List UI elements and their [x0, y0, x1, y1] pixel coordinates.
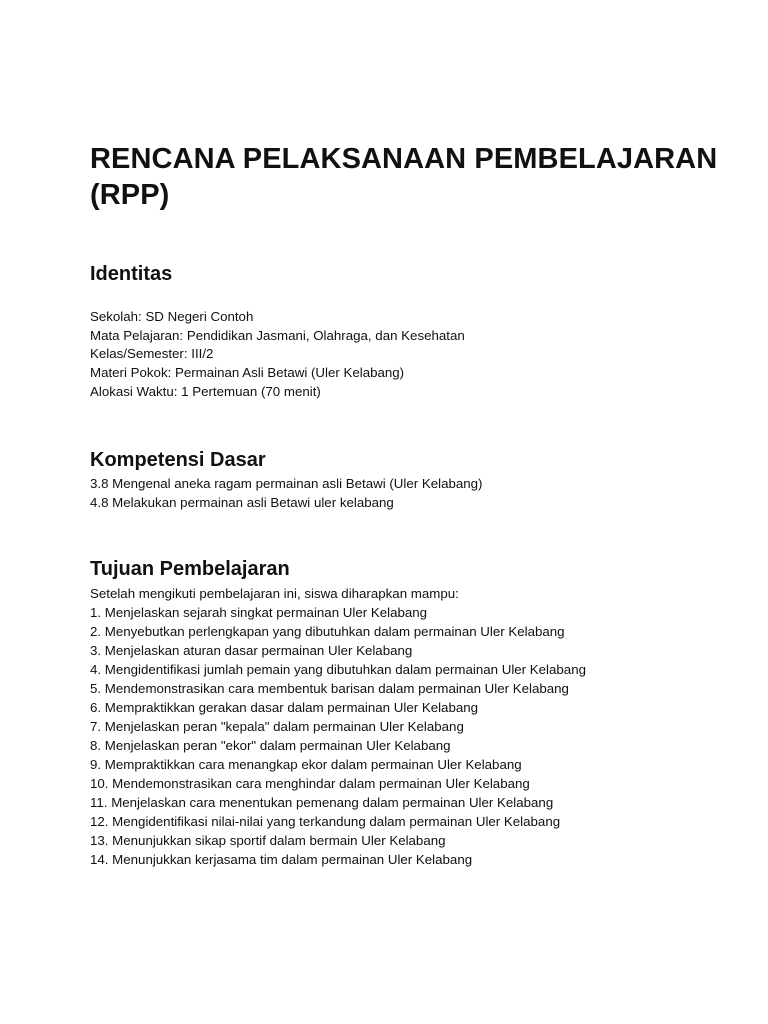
kompetensi-dasar-line: 4.8 Melakukan permainan asli Betawi uler kelabang: [90, 494, 394, 510]
tujuan-item: 10. Mendemonstrasikan cara menghindar dalam permainan Uler Kelabang: [90, 776, 530, 791]
tujuan-item: 8. Menjelaskan peran "ekor" dalam permainan Uler Kelabang: [90, 738, 451, 753]
kompetensi-dasar-line: 3.8 Mengenal aneka ragam permainan asli Betawi (Uler Kelabang): [90, 476, 483, 491]
tujuan-item: 2. Menyebutkan perlengkapan yang dibutuhkan dalam permainan Uler Kelabang: [90, 624, 565, 639]
document-title: RENCANA PELAKSANAAN PEMBELAJARAN (RPP): [90, 143, 718, 211]
identitas-heading: Identitas: [90, 263, 173, 285]
tujuan-item: 1. Menjelaskan sejarah singkat permainan Uler Kelabang: [90, 605, 428, 620]
tujuan-item: 11. Menjelaskan cara menentukan pemenang dalam permainan Uler Kelabang: [90, 795, 554, 810]
identitas-line: Kelas/Semester: III/2: [90, 346, 214, 362]
tujuan-item: 3. Menjelaskan aturan dasar permainan Uler Kelabang: [90, 643, 413, 658]
tujuan-item: 12. Mengidentifikasi nilai-nilai yang terkandung dalam permainan Uler Kelabang: [90, 814, 561, 829]
kompetensi-dasar-heading: Kompetensi Dasar: [90, 449, 266, 471]
identitas-line: Mata Pelajaran: Pendidikan Jasmani, Olahraga, dan Kesehatan: [90, 327, 465, 343]
tujuan-item: 6. Mempraktikkan gerakan dasar dalam permainan Uler Kelabang: [90, 700, 479, 715]
tujuan-item: 5. Mendemonstrasikan cara membentuk barisan dalam permainan Uler Kelabang: [90, 681, 569, 696]
kompetensi-dasar-list: [90, 475, 730, 512]
tujuan-item: 9. Mempraktikkan cara menangkap ekor dalam permainan Uler Kelabang: [90, 757, 522, 772]
tujuan-intro: Setelah mengikuti pembelajaran ini, siswa diharapkan mampu:: [90, 586, 459, 601]
tujuan-item: 14. Menunjukkan kerjasama tim dalam permainan Uler Kelabang: [90, 852, 473, 867]
tujuan-item: 7. Menjelaskan peran "kepala" dalam permainan Uler Kelabang: [90, 719, 464, 734]
tujuan-pembelajaran-list: [90, 584, 730, 869]
identitas-line: Alokasi Waktu: 1 Pertemuan (70 menit): [90, 383, 321, 399]
identitas-line: Materi Pokok: Permainan Asli Betawi (Uler Kelabang): [90, 365, 405, 381]
identitas-list: [90, 308, 730, 402]
tujuan-item: 4. Mengidentifikasi jumlah pemain yang dibutuhkan dalam permainan Uler Kelabang: [90, 662, 586, 677]
identitas-line: Sekolah: SD Negeri Contoh: [90, 309, 254, 324]
tujuan-item: 13. Menunjukkan sikap sportif dalam bermain Uler Kelabang: [90, 833, 446, 848]
tujuan-pembelajaran-heading: Tujuan Pembelajaran: [90, 558, 290, 580]
